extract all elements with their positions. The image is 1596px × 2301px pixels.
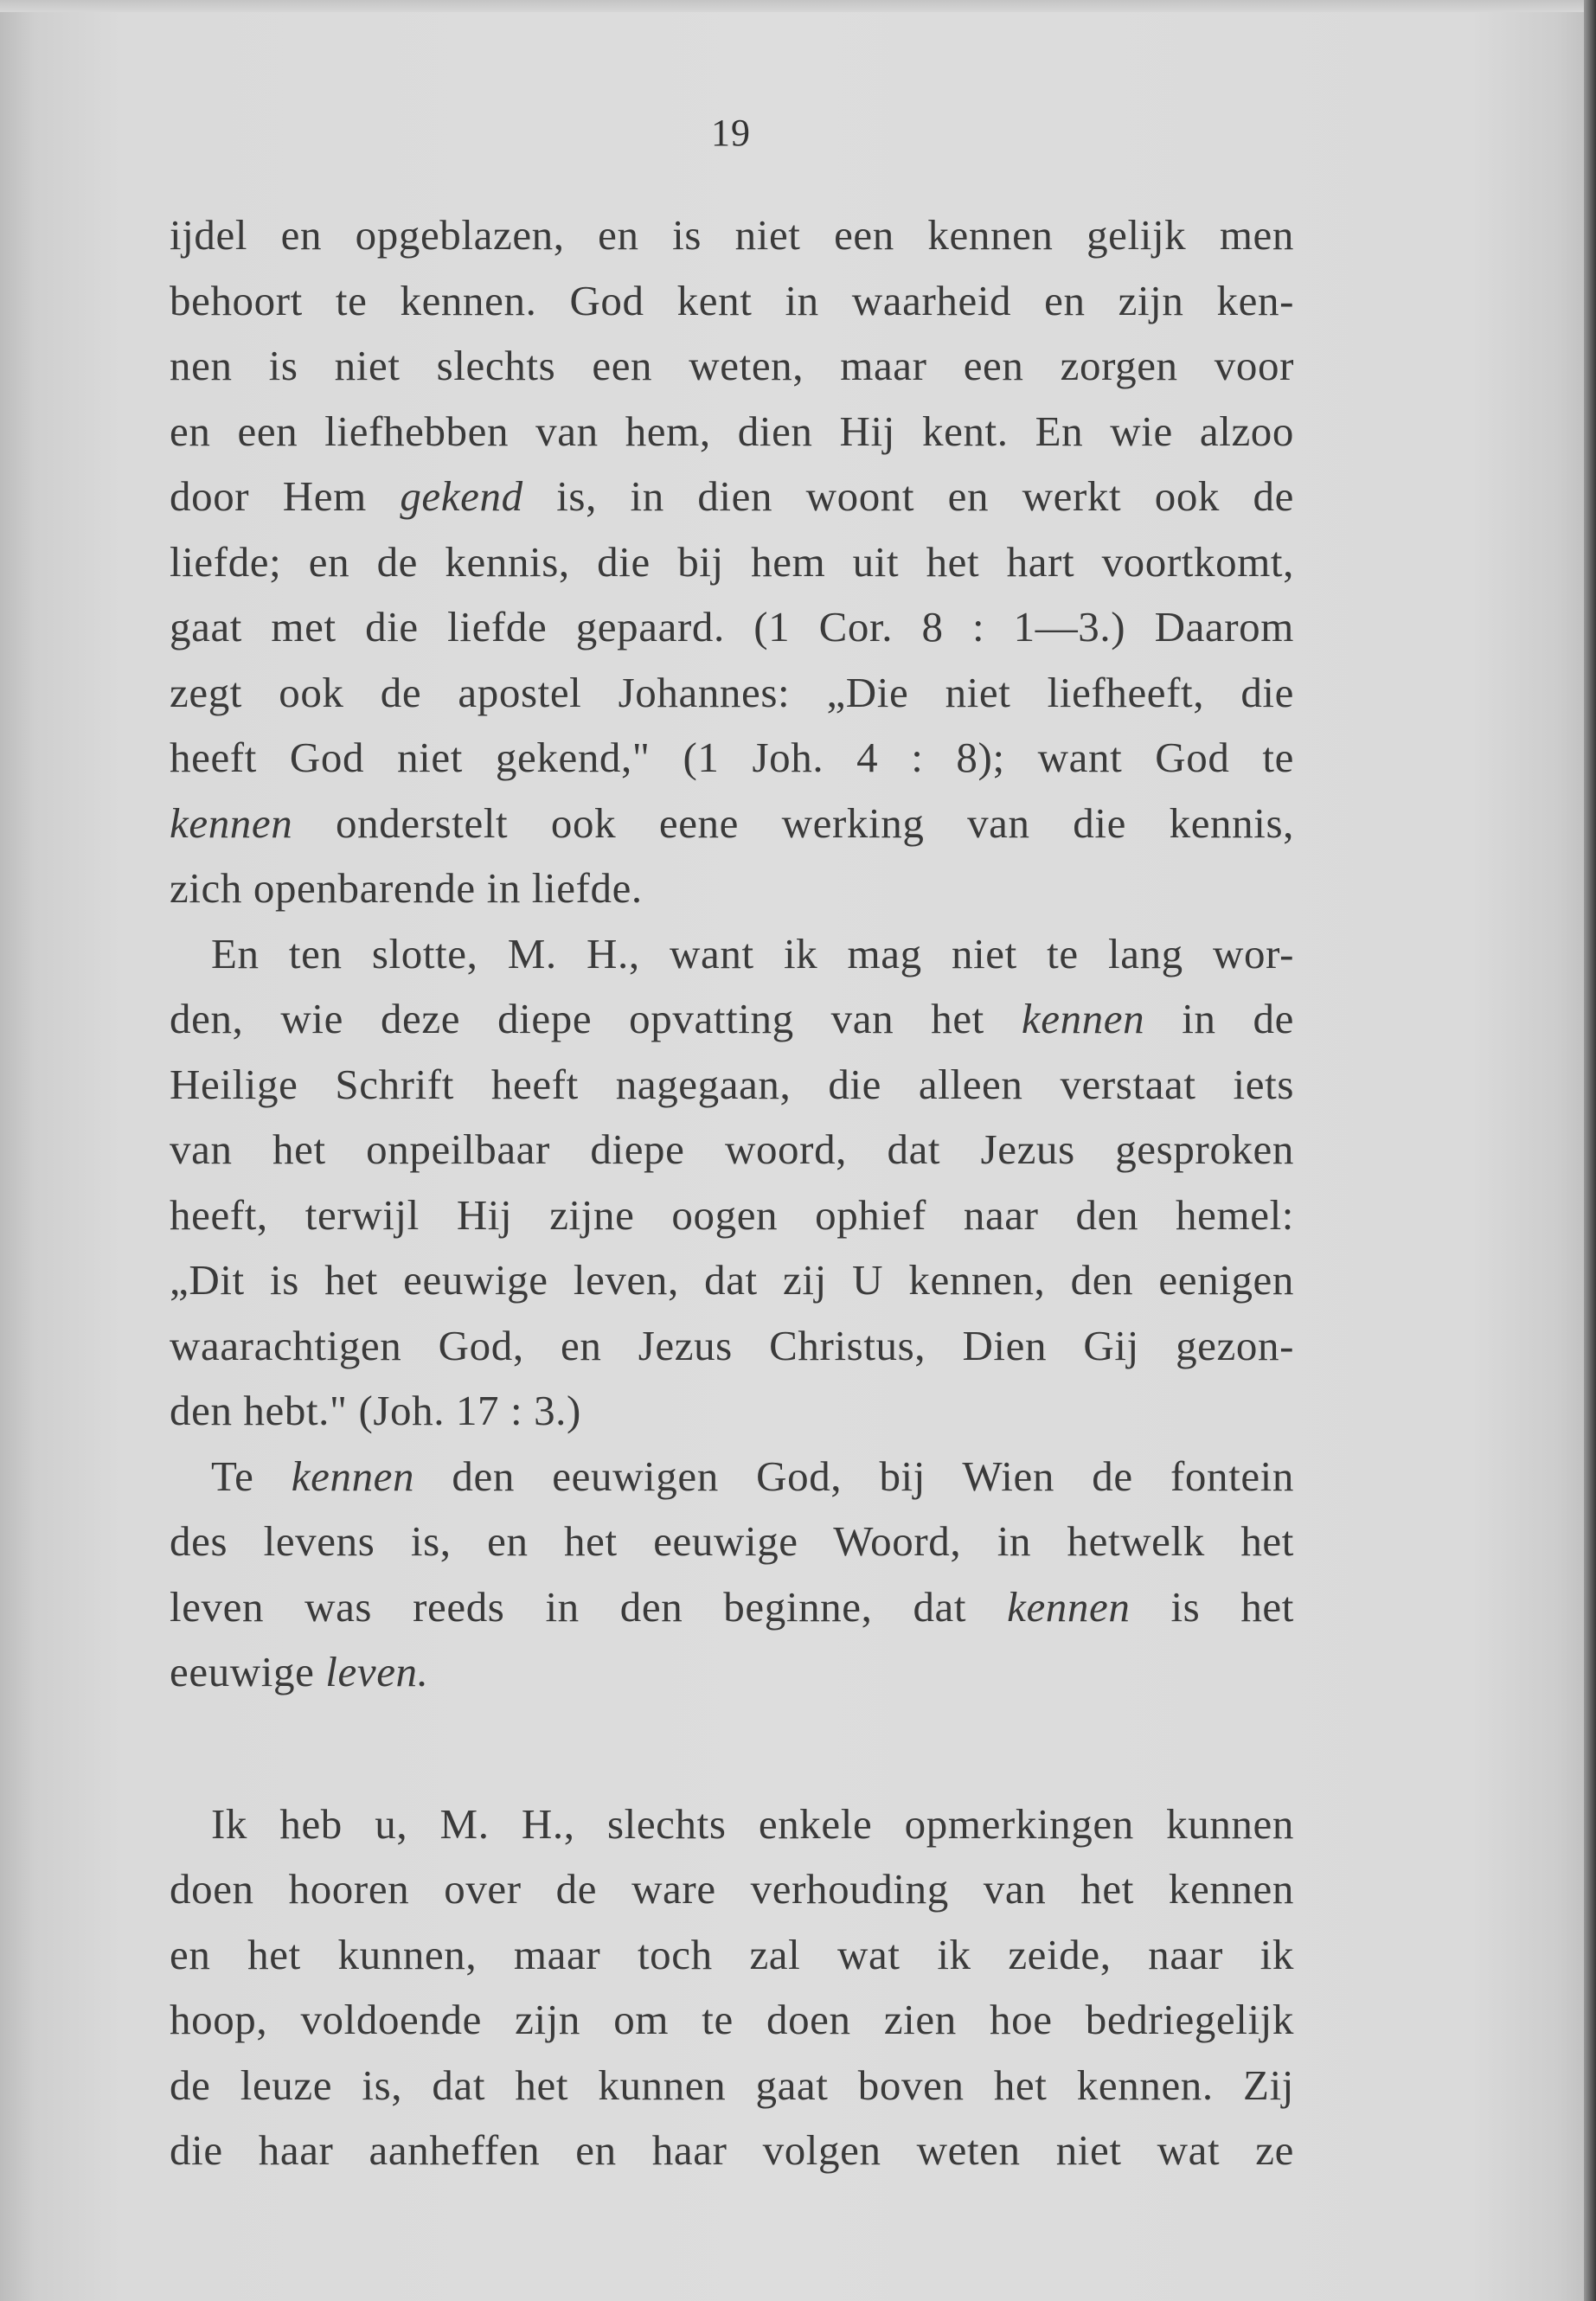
- text-line: En ten slotte, M. H., want ik mag niet te lang wor-: [211, 929, 1294, 977]
- text-line: gaat met die liefde gepaard. (1 Cor. 8 : 1—3.) Daarom: [170, 603, 1294, 651]
- text-line: die haar aanheffen en haar volgen weten niet wat ze: [170, 2126, 1294, 2174]
- emphasis-text: kennen: [291, 1452, 415, 1500]
- text-line: kennen onderstelt ook eene werking van die kennis,: [170, 798, 1294, 847]
- page-top-edge: [0, 0, 1596, 12]
- text-line: waarachtigen God, en Jezus Christus, Dien Gij gezon-: [170, 1321, 1294, 1369]
- text-line: leven was reeds in den beginne, dat kennen is het: [170, 1582, 1294, 1631]
- text-line: liefde; en de kennis, die bij hem uit het hart voortkomt,: [170, 537, 1294, 586]
- text-line: van het onpeilbaar diepe woord, dat Jezus gesproken: [170, 1125, 1294, 1173]
- text-line: den, wie deze diepe opvatting van het kennen in de: [170, 995, 1294, 1042]
- text-line: zegt ook de apostel Johannes: „Die niet liefheeft, die: [170, 668, 1294, 716]
- text-line: des levens is, en het eeuwige Woord, in hetwelk het: [170, 1517, 1294, 1565]
- body-text: [170, 202, 1294, 2183]
- emphasis-text: gekend: [400, 472, 523, 520]
- text-line: behoort te kennen. God kent in waarheid en zijn ken-: [170, 276, 1294, 324]
- emphasis-text: leven.: [325, 1648, 429, 1695]
- text-line: hoop, voldoende zijn om te doen zien hoe bedriegelijk: [170, 1996, 1294, 2043]
- section-gap: [170, 1705, 1294, 1791]
- text-line: en een liefhebben van hem, dien Hij kent. En wie alzoo: [170, 407, 1294, 455]
- text-line: zich openbarende in liefde.: [170, 864, 643, 912]
- text-line: Heilige Schrift heeft nagegaan, die alleen verstaat iets: [170, 1060, 1294, 1108]
- text-line: doen hooren over de ware verhouding van het kennen: [170, 1865, 1294, 1913]
- text-line: heeft, terwijl Hij zijne oogen ophief naar den hemel:: [170, 1190, 1294, 1239]
- text-line: den hebt." (Joh. 17 : 3.): [170, 1387, 581, 1434]
- text-line: Ik heb u, M. H., slechts enkele opmerkingen kunnen: [211, 1799, 1294, 1848]
- text-line: „Dit is het eeuwige leven, dat zij U kennen, den eenigen: [170, 1256, 1294, 1304]
- text-line: ijdel en opgeblazen, en is niet een kennen gelijk men: [170, 211, 1294, 259]
- emphasis-text: kennen: [1007, 1582, 1131, 1631]
- page-right-edge: [1584, 0, 1596, 2301]
- emphasis-text: kennen: [170, 798, 293, 847]
- text-line: de leuze is, dat het kunnen gaat boven het kennen. Zij: [170, 2061, 1294, 2109]
- text-line: heeft God niet gekend," (1 Joh. 4 : 8); want God te: [170, 734, 1294, 781]
- text-line: door Hem gekend is, in dien woont en werkt ook de: [170, 472, 1294, 520]
- page-number: 19: [711, 112, 751, 154]
- text-line: en het kunnen, maar toch zal wat ik zeide, naar ik: [170, 1930, 1294, 1978]
- text-line: nen is niet slechts een weten, maar een zorgen voor: [170, 342, 1294, 389]
- text-line: Te kennen den eeuwigen God, bij Wien de fontein: [211, 1452, 1294, 1500]
- emphasis-text: kennen: [1021, 995, 1145, 1042]
- text-line: eeuwige leven.: [170, 1648, 429, 1695]
